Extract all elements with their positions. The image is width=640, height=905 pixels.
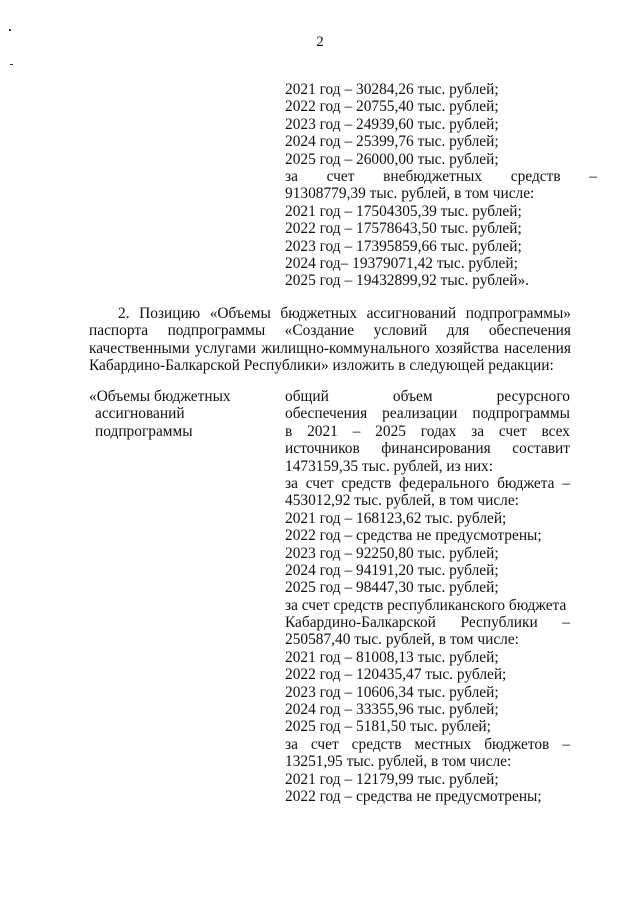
value-line: 2022 год – 120435,47 тыс. рублей; — [285, 666, 507, 684]
value-line: 2021 год – 168123,62 тыс. рублей; — [285, 509, 507, 527]
value-line: 2022 год – средства не предусмотрены; — [285, 787, 542, 805]
label-line: «Объемы бюджетных — [89, 388, 231, 405]
text-line: 2024 год– 19379071,42 тыс. рублей; — [285, 254, 518, 272]
value-line: 2024 год – 94191,20 тыс. рублей; — [285, 561, 499, 579]
value-line: 13251,95 тыс. рублей, в том числе: — [285, 753, 512, 771]
value-line: источников финансирования составит — [285, 440, 570, 458]
text-line: за счет внебюджетных средств – — [285, 167, 597, 185]
value-line: 2023 год – 92250,80 тыс. рублей; — [285, 544, 499, 562]
value-line: 2021 год – 12179,99 тыс. рублей; — [285, 770, 499, 788]
text-line: 2024 год – 25399,76 тыс. рублей; — [285, 133, 499, 151]
value-line: за счет средств федерального бюджета – — [285, 474, 570, 492]
value-line: 2023 год – 10606,34 тыс. рублей; — [285, 683, 499, 701]
label-line: подпрограммы — [95, 422, 193, 440]
scan-mark-dot — [10, 64, 13, 65]
paragraph-line: 2. Позицию «Объемы бюджетных ассигнований подпрограммы» — [118, 305, 571, 322]
text-line: 2023 год – 24939,60 тыс. рублей; — [285, 115, 499, 133]
paragraph-line: паспорта подпрограммы «Создание условий для обеспечения — [89, 322, 571, 340]
text-line: 2025 год – 26000,00 тыс. рублей; — [285, 150, 499, 168]
text-line: 2021 год – 17504305,39 тыс. рублей; — [285, 202, 522, 220]
value-line: 2022 год – средства не предусмотрены; — [285, 527, 542, 545]
value-line: 453012,92 тыс. рублей, в том числе: — [285, 492, 519, 510]
table-label-cell — [89, 388, 274, 440]
page-number: 2 — [316, 34, 324, 50]
amendment-paragraph — [89, 305, 571, 375]
value-line: общий объем ресурсного — [285, 388, 570, 405]
paragraph-line: качественными услугами жилищно-коммунального хозяйства населения — [89, 339, 571, 357]
value-line: обеспечения реализации подпрограммы — [285, 405, 570, 423]
text-line: 2025 год – 19432899,92 тыс. рублей». — [285, 272, 529, 290]
value-line: 1473159,35 тыс. рублей, из них: — [285, 457, 494, 475]
paragraph-line: Кабардино-Балкарской Республики» изложить в следующей редакции: — [89, 357, 554, 375]
text-line: 91308779,39 тыс. рублей, в том числе: — [285, 185, 535, 203]
scan-mark-dot — [9, 29, 11, 31]
value-line: 2024 год – 33355,96 тыс. рублей; — [285, 701, 499, 719]
table-value-cell — [285, 388, 570, 805]
text-line: 2023 год – 17395859,66 тыс. рублей; — [285, 237, 522, 255]
continuation-block — [285, 81, 597, 290]
text-line: 2022 год – 20755,40 тыс. рублей; — [285, 98, 499, 116]
value-line: 2025 год – 98447,30 тыс. рублей; — [285, 579, 499, 597]
value-line: Кабардино-Балкарской Республики – — [285, 614, 570, 632]
label-line: ассигнований — [95, 405, 185, 423]
value-line: 2025 год – 5181,50 тыс. рублей; — [285, 718, 491, 736]
text-line: 2022 год – 17578643,50 тыс. рублей; — [285, 220, 522, 238]
value-line: 250587,40 тыс. рублей, в том числе: — [285, 631, 519, 649]
text-line: 2021 год – 30284,26 тыс. рублей; — [285, 81, 499, 98]
value-line: за счет средств местных бюджетов – — [285, 735, 570, 753]
value-line: в 2021 – 2025 годах за счет всех — [285, 422, 570, 440]
value-line: 2021 год – 81008,13 тыс. рублей; — [285, 648, 499, 666]
value-line: за счет средств республиканского бюджета — [285, 596, 567, 614]
